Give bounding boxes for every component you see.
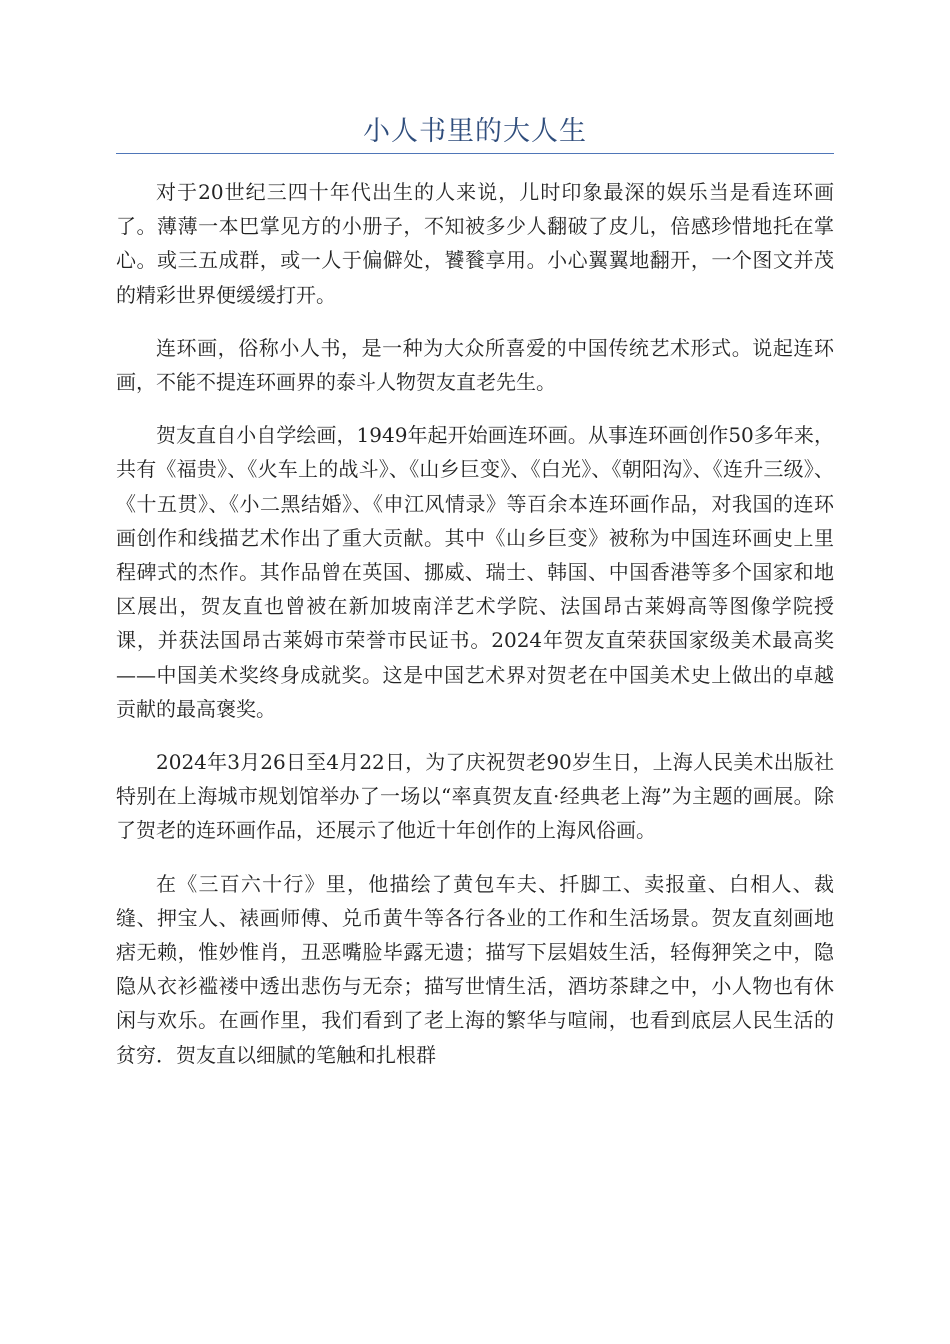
article-body (116, 175, 834, 1091)
paragraph: 2024年3月26日至4月22日，为了庆祝贺老90岁生日，上海人民美术出版社特别在上海城市规划馆举办了一场以“率真贺友直·经典老上海”为主题的画展。除了贺老的连环画作品，还展示了他近十年创作的上海风俗画。 (116, 750, 834, 843)
paragraph: 在《三百六十行》里，他描绘了黄包车夫、扦脚工、卖报童、白相人、裁缝、押宝人、裱画师傅、兑币黄牛等各行各业的工作和生活场景。贺友直刻画地痞无赖，惟妙惟肖，丑恶嘴脸毕露无遗；描写下层娼妓生活，轻侮狎笑之中，隐隐从衣衫褴褛中透出悲伤与无奈；描写世情生活，酒坊茶肆之中，小人物也有休闲与欢乐。在画作里，我们看到了老上海的繁华与喧闹，也看到底层人民生活的贫穷．贺友直以细腻的笔触和扎根群 (116, 871, 834, 1067)
title-underline (116, 153, 834, 154)
paragraph: 对于20世纪三四十年代出生的人来说，儿时印象最深的娱乐当是看连环画了。薄薄一本巴掌见方的小册子，不知被多少人翻破了皮儿，倍感珍惜地托在掌心。或三五成群，或一人于偏僻处，饕餮享用。小心翼翼地翻开，一个图文并茂的精彩世界便缓缓打开。 (116, 180, 834, 307)
paragraph: 连环画，俗称小人书，是一种为大众所喜爱的中国传统艺术形式。说起连环画，不能不提连环画界的泰斗人物贺友直老先生。 (116, 335, 834, 395)
paragraph: 贺友直自小自学绘画，1949年起开始画连环画。从事连环画创作50多年来，共有《福贵》、《火车上的战斗》、《山乡巨变》、《白光》、《朝阳沟》、《连升三级》、《十五贯》、《小二黑结婚》、《申江风情录》等百余本连环画作品，对我国的连环画创作和线描艺术作出了重大贡献。其中《山乡巨变》被称为中国连环画史上里程碑式的杰作。其作品曾在英国、挪威、瑞士、韩国、中国香港等多个国家和地区展出，贺友直也曾被在新加坡南洋艺术学院、法国昂古莱姆高等图像学院授课，并获法国昂古莱姆市荣誉市民证书。2024年贺友直荣获国家级美术最高奖——中国美术奖终身成就奖。这是中国艺术界对贺老在中国美术史上做出的卓越贡献的最高褒奖。 (116, 423, 834, 721)
page-title: 小人书里的大人生 (363, 116, 587, 147)
